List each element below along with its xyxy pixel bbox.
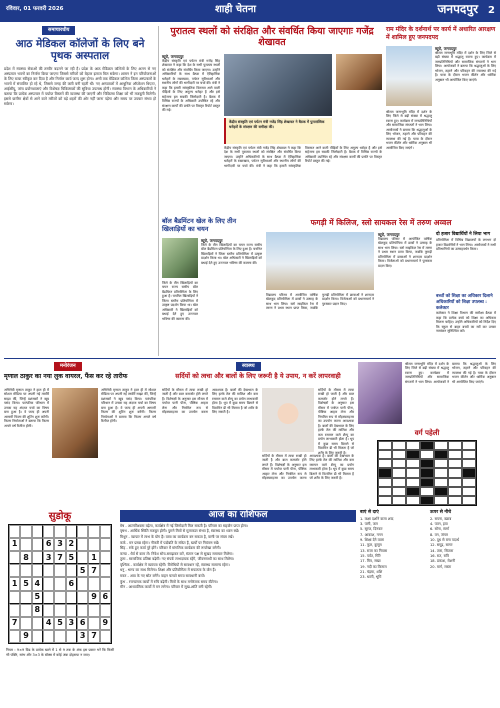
story-health	[162, 362, 354, 508]
crossword-cell[interactable]	[378, 450, 392, 459]
sudoku-cell: 7	[88, 564, 99, 577]
body-health-cont: सर्दियों के मौसम में त्वचा रूखी हो जाती है और बाल कमजोर होने लगते हैं। विशेषज्ञों के अनुसार इस मौसम में पर्याप्त पानी पीना, पौष्टिक आहार लेना और नियमित रूप से मॉइस्चराइजर का उपयोग करना आवश्यक है। बालों की देखभाल के लिए हल्के तेल की मालिश और कम रसायन वाले शैम्पू का प्रयोग लाभकारी होता है। धूप में कुछ समय बिताने से विटामिन डी भी मिलता है जो शरीर के लिए जरूरी है।	[262, 454, 354, 481]
sudoku-cell: 4	[43, 617, 54, 630]
headline-cycle-side: दो हजार विद्यार्थियों ने लिया भाग	[436, 232, 491, 237]
crossword-cell[interactable]	[420, 468, 434, 477]
sudoku-cell	[32, 564, 43, 577]
horoscope-item: मिथुन - व्यापार में लाभ के योग हैं। यात्रा का कार्यक्रम बन सकता है, वाणी पर संयम रखें।	[120, 535, 234, 539]
sudoku-cell: 3	[66, 617, 77, 630]
sudoku-cell: 8	[20, 551, 31, 564]
sudoku-cell	[43, 577, 54, 590]
headline-medical: आठ मेडिकल कॉलेजों के लिए बने पृथक अस्पताल	[15, 37, 145, 63]
crossword-cell[interactable]	[434, 468, 448, 477]
crossword-cell[interactable]	[378, 478, 392, 487]
crossword-cell[interactable]	[448, 478, 462, 487]
masthead	[0, 0, 500, 22]
sudoku-box	[4, 510, 116, 706]
crossword-cell[interactable]	[448, 496, 462, 505]
crossword-clue: 11. फूल, कुसुम	[360, 543, 382, 548]
sudoku-cell: 1	[88, 551, 99, 564]
sudoku-cell	[77, 525, 88, 538]
crossword-clue: 3. पानी, जल	[360, 521, 378, 526]
crossword-cell[interactable]	[462, 459, 476, 468]
sudoku-cell	[32, 525, 43, 538]
crossword-clue: 23. धरती, भूमि	[360, 575, 382, 580]
crossword-cell[interactable]	[392, 496, 406, 505]
sudoku-cell: 5	[66, 551, 77, 564]
crossword-cell[interactable]	[378, 487, 392, 496]
sudoku-cell: 6	[43, 538, 54, 551]
feature-photo	[358, 362, 402, 424]
crossword-clue: 20. मार्ग, रास्ता	[430, 564, 452, 569]
crossword-title: वर्ग पहेली	[414, 428, 440, 437]
crossword-clue: 4. पवन, हवा	[430, 521, 448, 526]
heritage-left-col	[162, 54, 220, 214]
heritage-caption: केंद्रीय संस्कृति एवं पर्यटन मंत्री गजेंद्र सिंह शेखावत ने बैठक में पुरातात्विक धरोहरों के संरक्षण की समीक्षा की।	[224, 118, 332, 144]
horoscope-list	[120, 524, 356, 591]
crossword-cell[interactable]	[378, 496, 392, 505]
horoscope-item: मीन - आध्यात्मिक कार्यों में मन लगेगा। परिवार में सुख-शांति बनी रहेगी।	[120, 585, 213, 590]
sudoku-cell	[43, 525, 54, 538]
crossword-cell[interactable]	[434, 459, 448, 468]
sudoku-cell	[77, 591, 88, 604]
body-badminton-cont: जिले के तीन खिलाड़ियों का चयन राज्य स्तरीय बॉल बैडमिंटन प्रतियोगिता के लिए हुआ है। चयनित खिलाड़ियों ने जिला स्तरीय प्रतियोगिता में उत्कृष्ट प्रदर्शन किया था। खेल अधिकारी ने खिलाड़ियों को बधाई देते हुए उज्ज्वल भविष्य की कामना की।	[162, 281, 198, 321]
sudoku-cell	[66, 604, 77, 617]
crossword-clue: 17. मित्र, सखा	[360, 559, 381, 564]
crossword-clue: 12. समुद्र, सागर	[430, 543, 453, 548]
heritage-inset-photo	[336, 54, 382, 90]
crossword-clue: 5. सूरज, दिनकर	[360, 527, 383, 532]
crossword-cell[interactable]	[462, 478, 476, 487]
crossword-cell[interactable]	[378, 441, 392, 450]
sudoku-cell	[88, 577, 99, 590]
crossword-cell[interactable]	[448, 487, 462, 496]
crossword-cell[interactable]	[420, 450, 434, 459]
crossword-cell[interactable]	[406, 450, 420, 459]
sudoku-cell	[20, 604, 31, 617]
sudoku-cell	[43, 630, 54, 643]
section-tag: स्वास्थ्य	[236, 362, 261, 371]
sudoku-cell: 5	[20, 577, 31, 590]
cycle-photo	[266, 232, 374, 290]
crossword-cell[interactable]	[434, 441, 448, 450]
sudoku-cell	[88, 538, 99, 551]
across-heading: बाएं से दाएं	[360, 510, 379, 515]
crossword-cell[interactable]	[462, 441, 476, 450]
crossword-clue: 9. शिक्षा देने वाला	[360, 537, 384, 542]
sudoku-cell	[20, 617, 31, 630]
crossword-cell[interactable]	[406, 441, 420, 450]
sudoku-cell	[100, 630, 111, 643]
right-feature	[358, 362, 496, 508]
sudoku-cell	[66, 630, 77, 643]
story-film	[4, 362, 156, 508]
sudoku-cell	[9, 591, 20, 604]
section-rule	[4, 358, 496, 359]
sudoku-cell	[100, 538, 111, 551]
horoscope-item: तुला - सामाजिक प्रतिष्ठा बढ़ेगी। नए संपर्क लाभदायक रहेंगे, जीवनसाथी का साथ मिलेगा।	[120, 557, 235, 562]
horoscope-title: आज का राशिफल	[120, 510, 356, 522]
sudoku-cell	[54, 525, 65, 538]
crossword-cell[interactable]	[434, 487, 448, 496]
sudoku-cell: 9	[88, 591, 99, 604]
crossword-cell[interactable]	[406, 496, 420, 505]
crossword-cell[interactable]	[392, 487, 406, 496]
sudoku-cell: 7	[54, 551, 65, 564]
cycle-body-col	[378, 232, 432, 356]
edition-city: जनपदपुर	[437, 2, 478, 16]
body-health-side: सर्दियों के मौसम में त्वचा रूखी हो जाती है और बाल कमजोर होने लगते हैं। विशेषज्ञों के अनुसार इस मौसम में पर्याप्त पानी पीना, पौष्टिक आहार लेना और नियमित रूप से मॉइस्चराइजर का उपयोग करना आवश्यक है। बालों की देखभाल के लिए हल्के तेल की मालिश और कम रसायन वाले शैम्पू का प्रयोग लाभकारी होता है। धूप में कुछ समय बिताने से विटामिन डी भी मिलता है जो शरीर के लिए जरूरी है।	[318, 388, 354, 455]
sudoku-title: सुडोकू	[48, 511, 72, 522]
byline: ब्यूरो, जनपदपुर	[435, 46, 457, 51]
story-medical	[4, 26, 156, 356]
down-heading: ऊपर से नीचे	[430, 510, 452, 515]
sudoku-cell	[77, 551, 88, 564]
sudoku-cell	[100, 604, 111, 617]
horoscope-item: वृश्चिक - कार्यक्षेत्र में व्यस्तता रहेगी। विरोधियों से सावधान रहें, स्वास्थ्य सामान्य रहेगा।	[120, 562, 230, 567]
story-cycle	[266, 218, 496, 356]
crossword-cell[interactable]	[420, 496, 434, 505]
sudoku-cell	[54, 604, 65, 617]
sudoku-cell	[54, 591, 65, 604]
crossword-cell[interactable]	[378, 459, 392, 468]
crossword-cell[interactable]	[392, 478, 406, 487]
sudoku-cell: 5	[77, 564, 88, 577]
sudoku-cell: 3	[77, 630, 88, 643]
horoscope-item: मकर - आय के नए स्रोत बनेंगे। वाहन चलाते समय सावधानी बरतें।	[120, 573, 206, 578]
badminton-body-col	[201, 238, 262, 354]
sudoku-cell	[88, 525, 99, 538]
badminton-photo	[162, 238, 198, 278]
crossword-grid	[377, 440, 477, 506]
crossword-cell[interactable]	[462, 468, 476, 477]
sudoku-cell	[9, 604, 20, 617]
down-clues	[430, 510, 496, 581]
sudoku-cell	[100, 551, 111, 564]
crossword-clue: 14. तारा, सितारा	[430, 548, 454, 553]
crossword-clue: 10. दूध से बना पदार्थ	[430, 537, 459, 542]
crossword-cell[interactable]	[406, 478, 420, 487]
crossword-cell[interactable]	[434, 496, 448, 505]
crossword-cell[interactable]	[448, 468, 462, 477]
feature-body: श्रीराम जन्मभूमि मंदिर में दर्शन के लिए जिले से बड़ी संख्या में श्रद्धालु रवाना हुए। कार्यक्रम में जनप्रतिनिधियों और सामाजिक संगठनों ने भाग लिया। आयोजकों ने बताया कि श्रद्धालुओं के लिए भोजन, ठहरने और परिवहन की व्यवस्था की गई है। यात्रा के दौरान भजन कीर्तन और धार्मिक अनुष्ठान भी आयोजित किए जाएंगे।	[405, 362, 496, 384]
collector-box	[436, 294, 496, 356]
sudoku-cell: 6	[66, 577, 77, 590]
crossword-cell[interactable]	[392, 459, 406, 468]
crossword-clue: 13. राजा का निवास	[360, 548, 388, 553]
crossword-clue: 16. रात, रात्रि	[430, 553, 449, 558]
sudoku-cell: 1	[9, 538, 20, 551]
sudoku-cell: 1	[9, 577, 20, 590]
body-temple-cont: श्रीराम जन्मभूमि मंदिर में दर्शन के लिए जिले से बड़ी संख्या में श्रद्धालु रवाना हुए। कार्यक्रम में जनप्रतिनिधियों और सामाजिक संगठनों ने भाग लिया। आयोजकों ने बताया कि श्रद्धालुओं के लिए भोजन, ठहरने और परिवहन की व्यवस्था की गई है। यात्रा के दौरान भजन कीर्तन और धार्मिक अनुष्ठान भी आयोजित किए जाएंगे।	[386, 110, 432, 150]
headline-cycle: फगड़ी में किलिज, स्लो सायकल रेस में तरुण अव्वल	[310, 218, 452, 227]
body-medical: प्रदेश में स्वास्थ्य सेवाओं की तस्वीर बदलने जा रही है। प्रदेश के आठ मेडिकल कॉलेजों के लिए अलग से नए अस्पताल भवनों का निर्माण किया जाएगा जिससे मरीजों को बेहतर इलाज मिल सकेगा। शासन ने इन परियोजनाओं के लिए बजट स्वीकृत कर दिया है और निर्माण कार्य जल्द शुरू होगा। अभी तक मेडिकल कॉलेज जिला अस्पतालों के भवनों में संचालित हो रहे थे, जिससे जगह की कमी बनी रहती थी। नए अस्पतालों में आधुनिक ऑपरेशन थिएटर, आईसीयू, जांच प्रयोगशालाएं और विशेषज्ञ चिकित्सकों की सुविधा उपलब्ध होगी। स्वास्थ्य विभाग के अधिकारियों ने बताया कि प्रत्येक अस्पताल में पर्याप्त बिस्तरों की व्यवस्था की जाएगी और चिकित्सा शिक्षा को भी मजबूती मिलेगी। इससे ग्रामीण क्षेत्रों से आने वाले मरीजों को बड़े शहरों की ओर नहीं जाना पड़ेगा और समय पर उपचार संभव हो सकेगा।	[4, 66, 156, 106]
health-photo	[262, 388, 314, 452]
crossword-cell[interactable]	[462, 496, 476, 505]
horoscope-item: धनु - भाग्य का साथ मिलेगा। शिक्षा और प्रतियोगिता में सफलता के योग हैं।	[120, 568, 216, 573]
body-cycle-cont: विद्यालय परिसर में आयोजित वार्षिक खेलकूद प्रतियोगिता में छात्रों ने उत्साह के साथ भाग लिया। स्लो साइकिल रेस में तरुण ने प्रथम स्थान प्राप्त किया, जबकि फुगड़ी प्रतियोगिता में छात्राओं ने शानदार प्रदर्शन किया। विजेताओं को प्रधानाचार्य ने पुरस्कार प्रदान किए।	[266, 293, 374, 311]
sudoku-cell	[9, 564, 20, 577]
sudoku-cell	[20, 564, 31, 577]
crossword-cell[interactable]	[406, 459, 420, 468]
byline: ब्यूरो, जनपदपुर	[378, 232, 400, 237]
crossword-clues	[360, 510, 496, 706]
crossword-clue: 8. वन, जंगल	[430, 532, 448, 537]
section-tag: मनोरंजन	[54, 362, 82, 371]
sudoku-cell	[43, 591, 54, 604]
crossword-cell[interactable]	[434, 478, 448, 487]
sudoku-cell	[9, 630, 20, 643]
sudoku-cell	[54, 564, 65, 577]
headline-heritage: पुरातत्व स्थलों को संरक्षित और संवर्धित किया जाएगाः गजेंद्र शेखावत	[170, 26, 374, 49]
sudoku-cell	[32, 538, 43, 551]
story-badminton	[162, 218, 262, 356]
crossword-cell[interactable]	[420, 441, 434, 450]
sudoku-cell	[54, 630, 65, 643]
sudoku-cell	[54, 577, 65, 590]
sudoku-cell: 9	[100, 617, 111, 630]
sudoku-cell	[77, 577, 88, 590]
horoscope-item: कर्क - मन प्रसन्न रहेगा। नौकरी में पदोन्नति के संकेत हैं, खर्चों पर नियंत्रण रखें।	[120, 540, 220, 545]
horoscope-box	[120, 510, 356, 706]
sudoku-cell	[77, 538, 88, 551]
crossword-cell[interactable]	[406, 487, 420, 496]
crossword-cell[interactable]	[420, 478, 434, 487]
body-heritage-cont: केंद्रीय संस्कृति एवं पर्यटन मंत्री गजेंद्र सिंह शेखावत ने कहा कि देश के सभी पुरातत्व स्थलों को संरक्षित और संवर्धित किया जाएगा। उन्होंने अधिकारियों के साथ बैठक में ऐतिहासिक धरोहरों के रखरखाव, पर्यटन सुविधाओं और स्थानीय लोगों की भागीदारी पर चर्चा की। मंत्री ने कहा कि हमारी सांस्कृतिक विरासत आने वाली पीढ़ियों के लिए अमूल्य धरोहर है और इसे सहेजना हम सबकी जिम्मेदारी है। बैठक में विभिन्न राज्यों के अधिकारी उपस्थित रहे और संरक्षण कार्यों की प्रगति पर विस्तृत रिपोर्ट प्रस्तुत की गई।	[224, 146, 382, 168]
crossword-cell[interactable]	[420, 459, 434, 468]
headline-health: सर्दियों को त्वचा और बालों के लिए जरूरी है ये उपाय, न करें लापरवाही	[175, 371, 341, 380]
crossword-cell[interactable]	[448, 459, 462, 468]
headline-film: मृणाल ठाकुर का नया लुक वायरल, फैंस कर रहे तारीफ	[4, 372, 128, 380]
sudoku-cell	[66, 525, 77, 538]
horoscope-item: मेष - आत्मविश्वास बढ़ेगा, कार्यक्षेत्र में नई जिम्मेदारी मिल सकती है। परिवार का सहयोग प्राप्त होगा।	[120, 523, 248, 528]
sudoku-cell	[100, 564, 111, 577]
crossword-cell[interactable]	[392, 441, 406, 450]
sudoku-cell	[43, 604, 54, 617]
crossword-clue: 2. सपना, ख्वाब	[430, 516, 452, 521]
cycle-side-box	[436, 232, 496, 292]
crossword-cell[interactable]	[420, 487, 434, 496]
crossword-cell[interactable]	[406, 468, 420, 477]
headline-badminton: बॉल बैडमिंटन खेल के लिए तीन खिलाड़ियों का चयन	[162, 217, 237, 233]
crossword-cell[interactable]	[392, 450, 406, 459]
temple-body-col	[435, 46, 496, 214]
sudoku-cell: 8	[32, 604, 43, 617]
headline-temple: राम मंदिर के दर्शनार्थ पर कार्य में अधारित आरक्षण में शामिल हुए जनपदपद	[386, 26, 496, 41]
sudoku-rules: नियम : 9×9 ग्रिड के प्रत्येक खाने में 1 से 9 तक के अंक इस प्रकार भरें कि किसी भी पंक्ति, स्तंभ और 3×3 के बॉक्स में कोई अंक दोहराया न जाए।	[6, 648, 114, 657]
sudoku-cell	[100, 577, 111, 590]
sudoku-cell	[66, 591, 77, 604]
crossword-cell[interactable]	[448, 450, 462, 459]
horoscope-item: सिंह - रुके हुए कार्य पूरे होंगे। परिवार में मांगलिक कार्यक्रम की रूपरेखा बनेगी।	[120, 546, 221, 551]
headline-collector: बच्चों को शिक्षा का अधिकार दिलाने अधिकारियों को शिक्षा उपलब्ध : कलेक्टर	[436, 294, 493, 311]
sudoku-cell	[20, 591, 31, 604]
column-divider	[158, 26, 159, 356]
sudoku-cell: 5	[32, 591, 43, 604]
crossword-cell[interactable]	[462, 450, 476, 459]
sudoku-cell	[88, 604, 99, 617]
crossword-clue: 6. सोना, स्वर्ण	[430, 527, 450, 532]
sudoku-cell: 6	[100, 591, 111, 604]
crossword-clue: 1. कक्षा दर्शाने वाला शब्द	[360, 516, 394, 521]
horoscope-item: कन्या - धैर्य से काम लें। निवेश सोच-समझकर करें, संतान पक्ष से सुखद समाचार मिलेगा।	[120, 551, 234, 556]
heritage-photo	[224, 54, 332, 116]
sudoku-cell	[88, 617, 99, 630]
body-film: अभिनेत्री मृणाल ठाकुर ने हाल ही में सोशल मीडिया पर अपनी नई तस्वीरें साझा कीं, जिन्हें प्रशंसकों ने खूब पसंद किया। पारंपरिक परिधान में उनका यह अंदाज चर्चा का विषय बना हुआ है। वे जल्द ही अपनी आगामी फिल्म की शूटिंग शुरू करेंगी। फिल्म निर्माताओं ने बताया कि फिल्म अगले वर्ष रिलीज होगी।	[4, 388, 49, 428]
across-clues	[360, 510, 426, 581]
body-badminton: जिले के तीन खिलाड़ियों का चयन राज्य स्तरीय बॉल बैडमिंटन प्रतियोगिता के लिए हुआ है। चयनित खिलाड़ियों ने जिला स्तरीय प्रतियोगिता में उत्कृष्ट प्रदर्शन किया था। खेल अधिकारी ने खिलाड़ियों को बधाई देते हुए उज्ज्वल भविष्य की कामना की।	[201, 243, 262, 265]
sudoku-cell	[20, 538, 31, 551]
sudoku-cell	[100, 525, 111, 538]
section-tag: समाचारधीय	[42, 26, 75, 35]
film-photo	[52, 388, 98, 458]
issue-date: रविवार, 01 फरवरी 2026	[6, 6, 64, 12]
crossword-clue: 18. प्रकाश, रोशनी	[430, 559, 456, 564]
sudoku-grid	[8, 524, 112, 644]
sudoku-cell: 5	[54, 617, 65, 630]
crossword-clue: 15. पर्वत, गिरि	[360, 553, 381, 558]
sudoku-cell	[9, 525, 20, 538]
sudoku-cell	[32, 617, 43, 630]
crossword-clue: 19. नदी का किनारा	[360, 564, 387, 569]
body-cycle-side: प्रतियोगिता में विभिन्न विद्यालयों के लगभग दो हजार विद्यार्थियों ने भाग लिया। आयोजकों ने सभी प्रतिभागियों का उत्साहवर्धन किया।	[436, 238, 496, 252]
horoscope-item: कुंभ - रचनात्मक कार्यों में रुचि बढ़ेगी। मित्रों के साथ मनोरंजक समय बीतेगा।	[120, 579, 218, 584]
body-temple: श्रीराम जन्मभूमि मंदिर में दर्शन के लिए जिले से बड़ी संख्या में श्रद्धालु रवाना हुए। कार्यक्रम में जनप्रतिनिधियों और सामाजिक संगठनों ने भाग लिया। आयोजकों ने बताया कि श्रद्धालुओं के लिए भोजन, ठहरने और परिवहन की व्यवस्था की गई है। यात्रा के दौरान भजन कीर्तन और धार्मिक अनुष्ठान भी आयोजित किए जाएंगे।	[435, 51, 496, 82]
crossword-cell[interactable]	[462, 487, 476, 496]
body-cycle: विद्यालय परिसर में आयोजित वार्षिक खेलकूद प्रतियोगिता में छात्रों ने उत्साह के साथ भाग लिया। स्लो साइकिल रेस में तरुण ने प्रथम स्थान प्राप्त किया, जबकि फुगड़ी प्रतियोगिता में छात्राओं ने शानदार प्रदर्शन किया। विजेताओं को प्रधानाचार्य ने पुरस्कार प्रदान किए।	[378, 237, 432, 268]
temple-photo	[386, 46, 432, 106]
horoscope-item: वृषभ - आर्थिक स्थिति मजबूत होगी। पुराने मित्रों से मुलाकात संभव है, स्वास्थ्य का ध्यान रखें।	[120, 529, 240, 534]
sudoku-cell: 3	[54, 538, 65, 551]
sudoku-cell: 7	[9, 617, 20, 630]
crossword-clue: 7. आकाश, गगन	[360, 532, 383, 537]
sudoku-cell	[43, 564, 54, 577]
byline: ब्यूरो, जनपदपुर	[162, 54, 184, 59]
sudoku-cell	[77, 604, 88, 617]
crossword-cell[interactable]	[448, 441, 462, 450]
story-heritage	[162, 26, 382, 216]
paper-name: शाही चेतना	[215, 4, 256, 15]
sudoku-cell: 4	[32, 577, 43, 590]
sudoku-cell	[32, 551, 43, 564]
sudoku-cell: 3	[43, 551, 54, 564]
crossword-cell[interactable]	[434, 450, 448, 459]
page-number: 2	[488, 5, 495, 16]
sudoku-cell: 7	[88, 630, 99, 643]
crossword-box	[358, 428, 496, 508]
body-film-cont: अभिनेत्री मृणाल ठाकुर ने हाल ही में सोशल मीडिया पर अपनी नई तस्वीरें साझा कीं, जिन्हें प्रशंसकों ने खूब पसंद किया। पारंपरिक परिधान में उनका यह अंदाज चर्चा का विषय बना हुआ है। वे जल्द ही अपनी आगामी फिल्म की शूटिंग शुरू करेंगी। फिल्म निर्माताओं ने बताया कि फिल्म अगले वर्ष रिलीज होगी।	[101, 388, 156, 424]
sudoku-cell	[20, 525, 31, 538]
byline: ब्यूरो, जनपदपुर	[201, 238, 223, 243]
sudoku-cell: 2	[66, 538, 77, 551]
story-temple	[386, 26, 496, 216]
body-heritage: केंद्रीय संस्कृति एवं पर्यटन मंत्री गजेंद्र सिंह शेखावत ने कहा कि देश के सभी पुरातत्व स्थलों को संरक्षित और संवर्धित किया जाएगा। उन्होंने अधिकारियों के साथ बैठक में ऐतिहासिक धरोहरों के रखरखाव, पर्यटन सुविधाओं और स्थानीय लोगों की भागीदारी पर चर्चा की। मंत्री ने कहा कि हमारी सांस्कृतिक विरासत आने वाली पीढ़ियों के लिए अमूल्य धरोहर है और इसे सहेजना हम सबकी जिम्मेदारी है। बैठक में विभिन्न राज्यों के अधिकारी उपस्थित रहे और संरक्षण कार्यों की प्रगति पर विस्तृत रिपोर्ट प्रस्तुत की गई।	[162, 59, 221, 113]
crossword-cell[interactable]	[378, 468, 392, 477]
crossword-clue: 21. चंद्रमा, शशि	[360, 569, 383, 574]
sudoku-cell	[66, 564, 77, 577]
crossword-cell[interactable]	[392, 468, 406, 477]
body-collector: कलेक्टर ने शिक्षा विभाग की समीक्षा बैठक में कहा कि प्रत्येक बच्चे को शिक्षा का अधिकार मिलना चाहिए। उन्होंने अधिकारियों को निर्देश दिए कि स्कूल से बाहर बच्चों का सर्वे कर उनका नामांकन सुनिश्चित करें।	[436, 311, 496, 334]
sudoku-cell	[9, 551, 20, 564]
body-health: सर्दियों के मौसम में त्वचा रूखी हो जाती है और बाल कमजोर होने लगते हैं। विशेषज्ञों के अनुसार इस मौसम में पर्याप्त पानी पीना, पौष्टिक आहार लेना और नियमित रूप से मॉइस्चराइजर का उपयोग करना आवश्यक है। बालों की देखभाल के लिए हल्के तेल की मालिश और कम रसायन वाले शैम्पू का प्रयोग लाभकारी होता है। धूप में कुछ समय बिताने से विटामिन डी भी मिलता है जो शरीर के लिए जरूरी है।	[162, 388, 258, 415]
sudoku-cell: 6	[77, 617, 88, 630]
sudoku-cell	[32, 630, 43, 643]
sudoku-cell: 9	[20, 630, 31, 643]
